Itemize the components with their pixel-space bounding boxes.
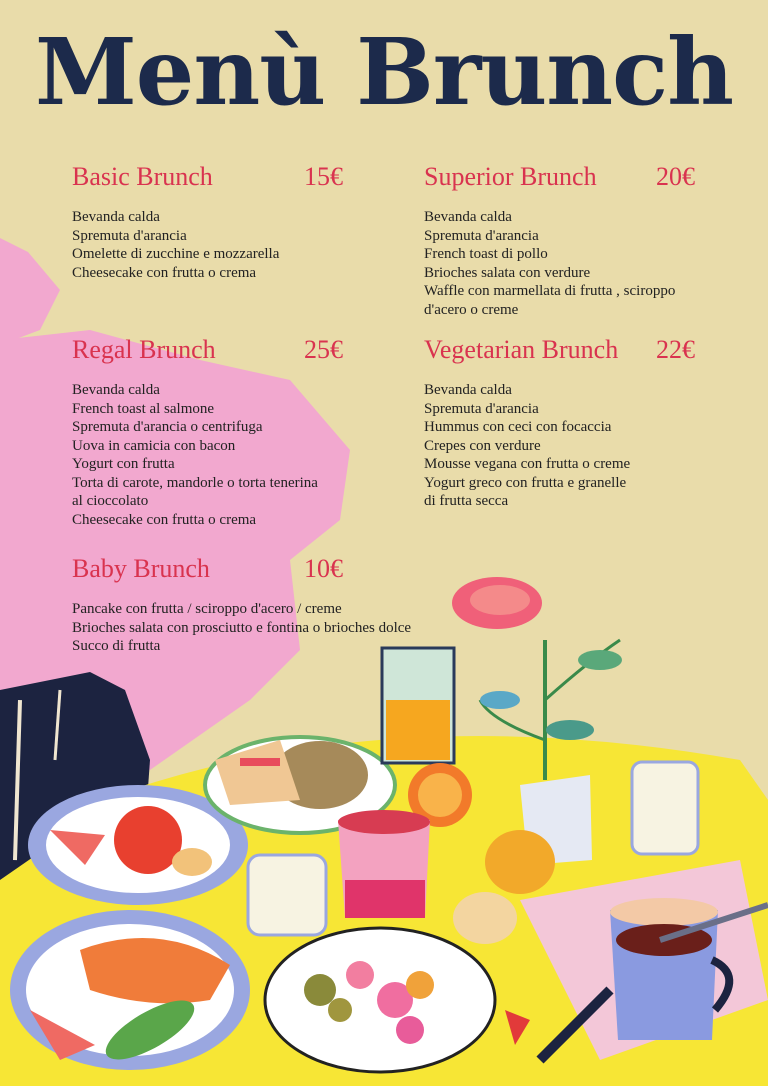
menu-item: Bevanda calda xyxy=(72,382,160,398)
section-name: Vegetarian Brunch xyxy=(424,335,619,364)
menu-title: Menù Brunch xyxy=(34,18,734,126)
menu-item: Torta di carote, mandorle o torta tenerina xyxy=(72,474,318,491)
section-price: 22€ xyxy=(656,335,695,364)
section-price: 10€ xyxy=(304,554,343,583)
menu-item: Spremuta d'arancia xyxy=(72,227,187,244)
section-price: 25€ xyxy=(304,335,343,364)
section-name: Basic Brunch xyxy=(72,162,213,191)
menu-item: Omelette di zucchine e mozzarella xyxy=(72,246,280,262)
menu-item: Cheesecake con frutta o crema xyxy=(72,511,257,528)
menu-item: Spremuta d'arancia xyxy=(424,227,539,244)
menu-item: d'acero o creme xyxy=(424,301,519,318)
menu-item: Spremuta d'arancia o centrifuga xyxy=(72,419,263,435)
menu-item: Waffle con marmellata di frutta , sciroppo xyxy=(424,283,676,299)
section-superior-brunch xyxy=(424,162,754,319)
section-name: Regal Brunch xyxy=(72,335,216,364)
menu-item: Succo di frutta xyxy=(72,638,161,654)
section-name: Baby Brunch xyxy=(72,554,210,583)
water-glass xyxy=(632,762,698,854)
menu-item: Bevanda calda xyxy=(72,209,160,225)
menu-item: Brioches salata con verdure xyxy=(424,264,591,281)
menu-item: French toast al salmone xyxy=(72,400,215,417)
menu-item: di frutta secca xyxy=(424,493,509,509)
pink-shape xyxy=(0,238,60,345)
menu-item: Hummus con ceci con focaccia xyxy=(424,419,612,435)
menu-item: Yogurt con frutta xyxy=(72,456,175,472)
section-name: Superior Brunch xyxy=(424,162,597,191)
menu-item: Bevanda calda xyxy=(424,382,512,398)
menu-item: Uova in camicia con bacon xyxy=(72,437,236,454)
menu-item: Spremuta d'arancia xyxy=(424,400,539,417)
section-price: 20€ xyxy=(656,162,695,191)
section-vegetarian-brunch xyxy=(424,335,754,511)
menu-item: Mousse vegana con frutta o creme xyxy=(424,456,631,472)
section-regal-brunch xyxy=(72,335,392,529)
menu-item: Crepes con verdure xyxy=(424,437,541,454)
menu-item: Bevanda calda xyxy=(424,209,512,225)
section-price: 15€ xyxy=(304,162,343,191)
section-baby-brunch xyxy=(72,554,492,656)
menu-item: Brioches salata con prosciutto e fontina o brioches dolce xyxy=(72,619,412,636)
menu-item: Cheesecake con frutta o crema xyxy=(72,264,257,281)
menu-item: French toast di pollo xyxy=(424,246,548,262)
menu-item: Yogurt greco con frutta e granelle xyxy=(424,474,627,491)
menu-item: Pancake con frutta / sciroppo d'acero / creme xyxy=(72,601,342,617)
section-basic-brunch xyxy=(72,162,392,282)
menu-item: al cioccolato xyxy=(72,493,149,509)
